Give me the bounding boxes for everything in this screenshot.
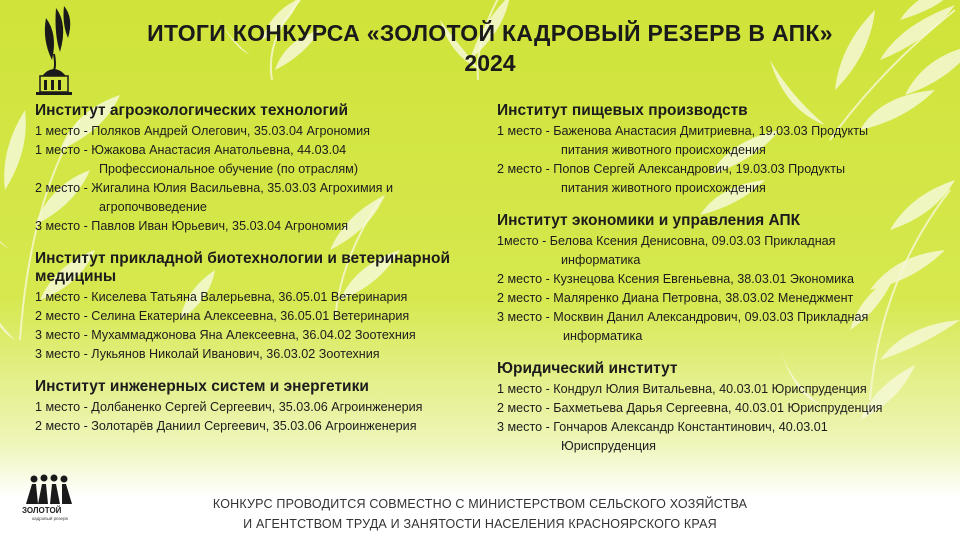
contest-logo <box>22 474 78 526</box>
winner-entry: 3 место - Мухаммаджонова Яна Алексеевна, 36.04.02 Зоотехния <box>35 328 416 342</box>
people-logo-icon <box>22 474 78 506</box>
footer-line-2: И АГЕНТСТВОМ ТРУДА И ЗАНЯТОСТИ НАСЕЛЕНИЯ КРАСНОЯРСКОГО КРАЯ <box>243 517 717 531</box>
winner-entry: 1 место - Поляков Андрей Олегович, 35.03.04 Агрономия <box>35 124 370 138</box>
winner-entry: 1 место - Южакова Анастасия Анатольевна, 44.03.04 Профессиональное обучение (по отраслям) <box>35 143 359 176</box>
left-column <box>35 102 475 450</box>
footer-note <box>160 494 800 534</box>
logo-title: ЗОЛОТОЙ <box>22 506 62 515</box>
institute-title: Институт агроэкологических технологий <box>35 102 348 119</box>
winner-entry: 1 место - Долбаненко Сергей Сергеевич, 35.03.06 Агроинженерия <box>35 400 423 414</box>
winner-entry: 2 место - Попов Сергей Александрович, 19.03.03 Продукты питания животного происхождения <box>497 162 846 195</box>
winner-entry: 1 место - Киселева Татьяна Валерьевна, 36.05.01 Ветеринария <box>35 290 408 304</box>
right-column <box>497 102 942 470</box>
winner-entry: 2 место - Золотарёв Даниил Сергеевич, 35.03.06 Агроинженерия <box>35 419 417 433</box>
institute-title: Институт прикладной биотехнологии и ветеринарной медицины <box>35 250 450 285</box>
winner-entry: 2 место - Бахметьева Дарья Сергеевна, 40.03.01 Юриспруденция <box>497 401 883 415</box>
winner-entry: 2 место - Жигалина Юлия Васильевна, 35.03.03 Агрохимия и агропочвоведение <box>35 181 394 214</box>
winner-entry: 3 место - Павлов Иван Юрьевич, 35.03.04 Агрономия <box>35 219 349 233</box>
institute-title: Институт экономики и управления АПК <box>497 212 801 229</box>
logo-subtitle: кадровый резерв <box>32 516 68 521</box>
winner-entry: 2 место - Маляренко Диана Петровна, 38.03.02 Менеджмент <box>497 291 854 305</box>
footer-line-1: КОНКУРС ПРОВОДИТСЯ СОВМЕСТНО С МИНИСТЕРСТВОМ СЕЛЬСКОГО ХОЗЯЙСТВА <box>212 497 748 511</box>
winner-entry: 2 место - Селина Екатерина Алексеевна, 36.05.01 Ветеринария <box>35 309 410 323</box>
institute-block <box>497 360 942 456</box>
winner-entry: 1место - Белова Ксения Денисовна, 09.03.03 Прикладная информатика <box>497 234 836 267</box>
winner-entry: 3 место - Лукьянов Николай Иванович, 36.03.02 Зоотехния <box>35 347 380 361</box>
page-title: ИТОГИ КОНКУРСА «ЗОЛОТОЙ КАДРОВЫЙ РЕЗЕРВ В АПК» <box>147 20 833 46</box>
winner-entry: 3 место - Москвин Данил Александрович, 09.03.03 Прикладная информатика <box>497 310 869 343</box>
winner-entry: 1 место - Баженова Анастасия Дмитриевна, 19.03.03 Продукты питания животного происхождения <box>497 124 869 157</box>
institute-title: Институт пищевых производств <box>497 102 748 119</box>
institute-block <box>497 212 942 346</box>
institute-block <box>35 102 475 236</box>
winner-entry: 2 место - Кузнецова Ксения Евгеньевна, 38.03.01 Экономика <box>497 272 854 286</box>
institute-title: Юридический институт <box>497 360 678 377</box>
page-year: 2024 <box>464 50 516 76</box>
winner-entry: 3 место - Гончаров Александр Константинович, 40.03.01 Юриспруденция <box>497 420 828 453</box>
institute-title: Институт инженерных систем и энергетики <box>35 378 369 395</box>
institute-block <box>497 102 942 198</box>
institute-block <box>35 250 475 364</box>
institute-block <box>35 378 475 436</box>
winner-entry: 1 место - Кондрул Юлия Витальевна, 40.03.01 Юриспруденция <box>497 382 867 396</box>
